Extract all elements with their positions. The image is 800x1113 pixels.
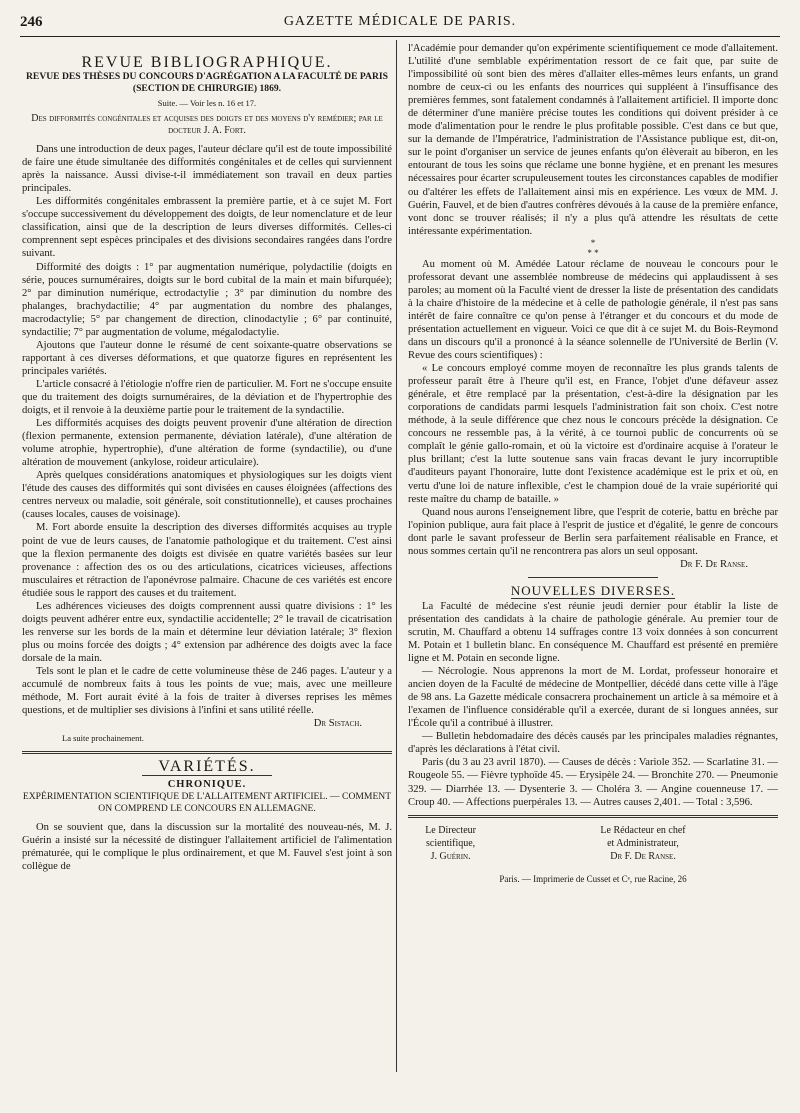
- right-column: [408, 42, 778, 1102]
- page-number: 246: [20, 14, 43, 30]
- signature: Dr Sistach.: [313, 718, 362, 730]
- paragraph: On se souvient que, dans la discussion sur la mortalité des nouveau-nés, M. J. Guérin a insisté sur la nécessité de distinguer l'allaitement artificiel de l'alimentation prématurée, qui le complique le plus ordinairement, et que M. Fauvel s'est joint à son collègue de: [22, 822, 392, 873]
- column-divider: [396, 40, 397, 1072]
- paragraph: — Nécrologie. Nous apprenons la mort de M. Lordat, professeur honoraire et ancien doyen de la Faculté de médecine de Montpellier, décédé dans cette ville à l'âge de 98 ans. La Gazette médicale consacrera prochainement un article à sa mémoire et à l'examen de l'influence considérable qu'il a exercée, durant de si longues années, sur l'École qu'il a contribué à illustrer.: [408, 666, 778, 730]
- chronique-subtitle: EXPÉRIMENTATION SCIENTIFIQUE DE L'ALLAITEMENT ARTIFICIEL. — COMMENT ON COMPREND LE CONCOURS EN ALLEMAGNE.: [22, 791, 392, 815]
- imprint: Paris. — Imprimerie de Cusset et Cᵉ, rue Racine, 26: [499, 873, 687, 884]
- nouvelles-title-text: NOUVELLES DIVERSES.: [510, 582, 676, 598]
- paragraph: Les difformités acquises des doigts peuvent provenir d'une altération de direction (flexion permanente, extension permanente, déviation latérale), d'une altération de volume atrophie, hypertrophie), d'une altération de forme (syndactilie), ou d'une altération de mouvement (ankylose, roideur articulaire).: [22, 418, 392, 469]
- journal-title: GAZETTE MÉDICALE DE PARIS.: [283, 14, 517, 29]
- directeur-name: J. Guérin.: [430, 850, 471, 862]
- title-underline: [142, 775, 272, 776]
- suite-prochainement: La suite prochainement.: [62, 733, 144, 744]
- section-divider: [408, 815, 778, 818]
- paragraph: Difformité des doigts : 1° par augmentation numérique, polydactilie (doigts en série, pouces surnuméraires, doigts sur le bord cubital de la main et main bifurquée); 2° par diminution numérique, ectrodactylie ; 3° par diminution du nombre des phalanges, brachydactilie; 4° par augmentation du nombre des phalanges, macrodactylie; 5° par changement de direction, clinodactylie ; 6° par continuité, syndactilie; 7° par augmentation de volume, mégalodactylie.: [22, 261, 392, 338]
- redacteur-name: Dr F. De Ranse.: [610, 850, 676, 862]
- signature: Dr F. De Ranse.: [680, 558, 748, 570]
- suite-note: Suite. — Voir les n. 16 et 17.: [157, 98, 257, 109]
- paragraph: — Bulletin hebdomadaire des décès causés par les principales maladies régnantes, d'après les déclarations à l'état civil.: [408, 731, 778, 756]
- directeur-label: Le Directeur scientifique,: [425, 824, 477, 849]
- paragraph: Dans une introduction de deux pages, l'auteur déclare qu'il est de toute impossibilité de faire une étude simultanée des difformités congénitales et de celles qui surviennent après la naissance. Aussi divise-t-il immédiatement son travail en deux parties principales.: [22, 144, 392, 195]
- revue-title: REVUE BIBLIOGRAPHIQUE.: [81, 54, 333, 71]
- paragraph: Ajoutons que l'auteur donne le résumé de cent soixante-quatre observations se rapportant à ces diverses déformations, et que quatorze figures en représentent les principales variétés.: [22, 339, 392, 377]
- revue-subtitle: REVUE DES THÈSES DU CONCOURS D'AGRÉGATION A LA FACULTÉ DE PARIS (SECTION DE CHIRURGIE) 1869.: [26, 71, 388, 95]
- directeur-block: [408, 824, 586, 863]
- footer-signatures: [408, 824, 778, 863]
- paragraph: L'article consacré à l'étiologie n'offre rien de particulier. M. Fort ne s'occupe ensuite que du traitement des doigts surnuméraires, de la déviation et de l'hypertrophie des doigts, et il renvoie à la deuxième partie pour le traitement de la syndactilie.: [22, 378, 392, 417]
- stars-separator: * * *: [587, 237, 599, 258]
- nouvelles-title: [408, 584, 778, 597]
- paragraph: l'Académie pour demander qu'on expérimente scientifiquement ce mode d'allaitement. L'utilité d'une semblable expérimentation ressort de ce fait que, par suite de l'impossibilité où sont bien des mères d'allaiter elles-mêmes leurs enfants, un grand nombre de ceux-ci ou les enfants des nourrices qui suppléent à l'insuffisance des premières femmes, sont fatalement condamnés à l'allaitement artificiel. Il importe donc de déterminer d'une manière précise toutes les conditions qui doivent présider à ce mode d'alimentation pour le rendre le plus profitable possible. C'est dans ce but que, sur la demande de l'Impératrice, l'administration de l'Assistance publique est, dit-on, sur le point d'organiser un service de jeunes enfants qu'on élèverait au biberon, en les entourant de tous les soins que réclame une bonne hygiène, et en prenant les mesures nécessaires pour écarter scrupuleusement toutes les circonstances capables de modifier ou d'altérer les effets de l'allaitement ainsi mis en expérience. Les vœux de MM. J. Guérin, Fauvel, et de bien d'autres confrères dévoués à la cause de la première enfance, vont donc se trouver réalisés; il n'y a plus qu'à attendre les résultats de cette intéressante expérimentation.: [408, 43, 778, 237]
- paragraph: Tels sont le plan et le cadre de cette volumineuse thèse de 246 pages. L'auteur y a accumulé de nombreux faits à tous les points de vue; mais, avec une meilleure méthode, M. Fort aurait évité à la fois de traiter à diverses reprises les mêmes questions, et de multiplier ses divisions à l'infini et sans utilité réelle.: [22, 665, 392, 717]
- left-column: [22, 42, 392, 1102]
- paragraph: Paris (du 3 au 23 avril 1870). — Causes de décès : Variole 352. — Scarlatine 31. — Rougeole 55. — Fièvre typhoïde 45. — Erysipèle 24. — Bronchite 270. — Pneumonie 329. — Diarrhée 13. — Dysenterie 3. — Choléra 3. — Angine couenneuse 17. — Croup 40. — Affections puerpérales 13. — Autres causes 2,401. — Total : 3,596.: [408, 757, 778, 808]
- varietes-title: VARIÉTÉS.: [158, 758, 256, 776]
- article-title: Des difformités congénitales et acquises des doigts et des moyens d'y remédier; par le docteur J. A. Fort.: [31, 113, 383, 137]
- paragraph: Quand nous aurons l'enseignement libre, que l'esprit de coterie, battu en brèche par l'opinion publique, aura fait place à l'esprit de justice et d'égalité, le genre de concours dont parle le savant professeur de Berlin sera parfaitement réalisable en France, et nous sommes certain qu'il ne rencontrera pas alors un seul opposant.: [408, 506, 778, 557]
- redacteur-block: [600, 824, 778, 863]
- section-divider: [22, 751, 392, 754]
- paragraph: Au moment où M. Amédée Latour réclame de nouveau le concours pour le professorat devant une assemblée nombreuse de médecins qui applaudissent à ses paroles; au moment où la Faculté vient de dresser la liste de présentation des candidats à la chaire d'histoire de la médecine et à celle de pathologie générale, il n'est pas sans intérêt de faire connaître ce qu'on pense à l'étranger et du concours et du mode de présentation actuellement en vigueur. Voici ce que dit à ce sujet M. du Bois-Reymond dans un discours qu'il a prononcé à la séance solennelle de l'Université de Berlin (V. Revue des cours scientifiques) :: [408, 258, 778, 362]
- paragraph: Les difformités congénitales embrassent la première partie, et à ce sujet M. Fort s'occupe successivement du développement des doigts, de leur nomenclature et de leur classification, ainsi que de la description de leurs diverses difformités. Celles-ci comprennent sept espèces principales et des divisions secondaires rangées dans l'ordre suivant.: [22, 196, 392, 260]
- page-header: [20, 14, 780, 37]
- redacteur-label: Le Rédacteur en chef et Administrateur,: [600, 824, 686, 849]
- chronique-title: CHRONIQUE.: [167, 779, 247, 791]
- paragraph: Les adhérences vicieuses des doigts comprennent aussi quatre divisions : 1° les doigts peuvent adhérer entre eux, syndactilie accidentelle; 2° le travail de cicatrisation les renverse sur les bords de la main et détermine leur déviation latérale; 3° flexion plus ou moins forcée des doigts ; 4° extension par adhérence des doigts avec la face dorsale de la main.: [22, 600, 392, 664]
- paragraph: « Le concours employé comme moyen de reconnaître les plus grands talents de professeur paraît être à l'heure qu'il est, en France, l'objet d'une défaveur assez générale, et être remplacé par la présentation, c'est-à-dire la désignation par les corporations de candidats parmi lesquels l'administration fait son choix. C'est notre méthode, à la seule différence que chez nous le concours précède la désignation. Ce concours ne ressemble pas, à la vérité, à ce tournoi public de concurrents où se complaît le génie gallo-romain, et où la victoire est d'ordinaire acquise à l'orateur le plus brillant; c'est la lutte soutenue sans vain fracas devant le jury incorruptible d'auditeurs payant l'honoraire, lutte dont l'existence académique est le prix et où, en vertu d'une loi de nature inflexible, c'est le champion doué de la vraie supériorité qui reste maître du champ de bataille. »: [408, 363, 778, 505]
- paragraph: M. Fort aborde ensuite la description des diverses difformités acquises au tryple point de vue de leurs causes, de l'anatomie pathologique et du traitement. C'est ainsi que la flexion permanente des doigts est divisée en quatre variétés basées sur leur provenance : affection des os ou des articulations, cicatrices vicieuses, affections musculaires et rétraction de l'aponévrose palmaire. Chacune de ces variétés est encore étudiée sous le rapport des causes et du traitement.: [22, 522, 392, 599]
- short-divider: [528, 577, 658, 578]
- paragraph: Après quelques considérations anatomiques et physiologiques sur les doigts vient l'étude des causes des difformités qui sont divisées en causes éloignées (affections des centres nerveux ou maladie, soit générale, soit constitutionnelle), et causes prochaines (causes locales, causes de voisinage).: [22, 470, 392, 521]
- paragraph: La Faculté de médecine s'est réunie jeudi dernier pour établir la liste de présentation des candidats à la chaire de pathologie générale. Au premier tour de scrutin, M. Chauffard a obtenu 14 suffrages contre 13 voix données à son concurrent M. Potain et 1 bulletin blanc. En conséquence M. Chauffard est présenté en première ligne et M. Potain en seconde ligne.: [408, 600, 778, 665]
